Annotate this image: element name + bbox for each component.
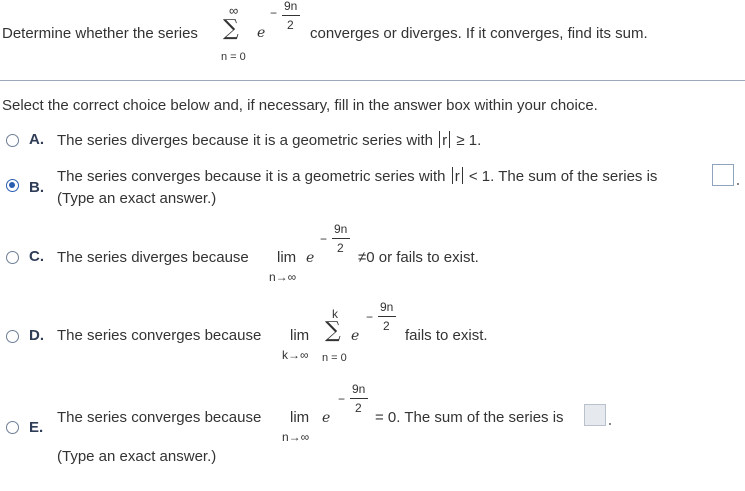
- choice-a-text-after: ≥ 1.: [456, 132, 482, 149]
- choice-d-base-e: e: [351, 328, 360, 344]
- choice-d-sum-lower: n = 0: [322, 352, 347, 364]
- choice-e-text: The series converges because: [57, 409, 262, 426]
- choice-c-text: The series diverges because: [57, 249, 249, 266]
- choice-b-text[interactable]: [57, 167, 657, 185]
- choice-c-lim-sub: n→∞: [269, 270, 297, 284]
- choice-c-exp-den: 2: [337, 241, 344, 255]
- choice-e-letter[interactable]: E.: [29, 419, 44, 436]
- exponent-denominator: 2: [287, 18, 294, 32]
- choice-a-text[interactable]: [57, 131, 481, 149]
- question-suffix: converges or diverges. If it converges, find its sum.: [310, 25, 648, 42]
- choice-b-text-before: The series converges because it is a geometric series with: [57, 168, 446, 185]
- choice-d-letter[interactable]: D.: [29, 327, 44, 344]
- choice-c-tail: ≠0 or fails to exist.: [358, 249, 479, 266]
- choice-b-note: (Type an exact answer.): [57, 190, 217, 207]
- abs-bar-left: [452, 167, 453, 184]
- choice-d-fraction-bar: [378, 316, 396, 317]
- choice-e-exp-sign: −: [338, 392, 346, 406]
- answer-box-dot: [609, 423, 611, 425]
- section-divider: [0, 80, 745, 81]
- choice-c-base-e: e: [306, 250, 315, 266]
- choice-d-sigma: ∑: [325, 318, 341, 343]
- choice-c-fraction-bar: [332, 238, 350, 239]
- base-e: e: [257, 25, 266, 41]
- choice-b-answer-box[interactable]: [712, 164, 734, 186]
- choice-d-exp-num: 9n: [380, 300, 394, 314]
- exponent-numerator: 9n: [284, 0, 298, 13]
- exponent-fraction-bar: [282, 15, 300, 16]
- choice-c-lim: lim: [277, 249, 297, 266]
- question-prefix: Determine whether the series: [2, 25, 198, 42]
- choice-d-tail: fails to exist.: [405, 327, 488, 344]
- choice-a-r: r: [442, 132, 448, 149]
- choice-e-exp-den: 2: [355, 401, 362, 415]
- sigma-symbol: ∑: [223, 16, 239, 41]
- choice-e-tail: = 0. The sum of the series is: [375, 409, 564, 426]
- abs-bar-left: [439, 131, 440, 148]
- exponent-sign: −: [270, 6, 278, 20]
- instruction-text: Select the correct choice below and, if necessary, fill in the answer box within your choice.: [2, 97, 598, 114]
- choice-d-sum-upper: k: [332, 307, 338, 321]
- choice-b-radio[interactable]: [6, 179, 19, 192]
- choice-e-fraction-bar: [350, 398, 368, 399]
- choice-a-letter[interactable]: A.: [29, 131, 44, 148]
- choice-c-radio[interactable]: [6, 251, 19, 264]
- choice-b-text-after: < 1. The sum of the series is: [468, 168, 658, 185]
- answer-box-dot: [737, 183, 739, 185]
- choice-d-lim: lim: [290, 327, 310, 344]
- choice-e-radio[interactable]: [6, 421, 19, 434]
- choice-d-text: The series converges because: [57, 327, 262, 344]
- choice-a-text-before: The series diverges because it is a geometric series with: [57, 132, 433, 149]
- choice-c-exp-num: 9n: [334, 222, 348, 236]
- choice-d-lim-sub: k→∞: [282, 348, 309, 362]
- choice-b-r: r: [454, 168, 460, 185]
- choice-e-base-e: e: [322, 410, 331, 426]
- choice-e-lim: lim: [290, 409, 310, 426]
- sum-lower-limit: n = 0: [221, 51, 246, 63]
- choice-e-lim-sub: n→∞: [282, 430, 310, 444]
- choice-a-radio[interactable]: [6, 134, 19, 147]
- choice-e-exp-num: 9n: [352, 382, 366, 396]
- abs-bar-right: [462, 167, 463, 184]
- choice-e-answer-box[interactable]: [584, 404, 606, 426]
- choice-d-exp-den: 2: [383, 319, 390, 333]
- choice-b-letter[interactable]: B.: [29, 179, 44, 196]
- choice-d-exp-sign: −: [366, 310, 374, 324]
- choice-d-radio[interactable]: [6, 330, 19, 343]
- choice-c-letter[interactable]: C.: [29, 248, 44, 265]
- choice-c-exp-sign: −: [320, 232, 328, 246]
- abs-bar-right: [449, 131, 450, 148]
- sum-upper-limit: ∞: [229, 3, 239, 18]
- choice-e-note: (Type an exact answer.): [57, 448, 217, 465]
